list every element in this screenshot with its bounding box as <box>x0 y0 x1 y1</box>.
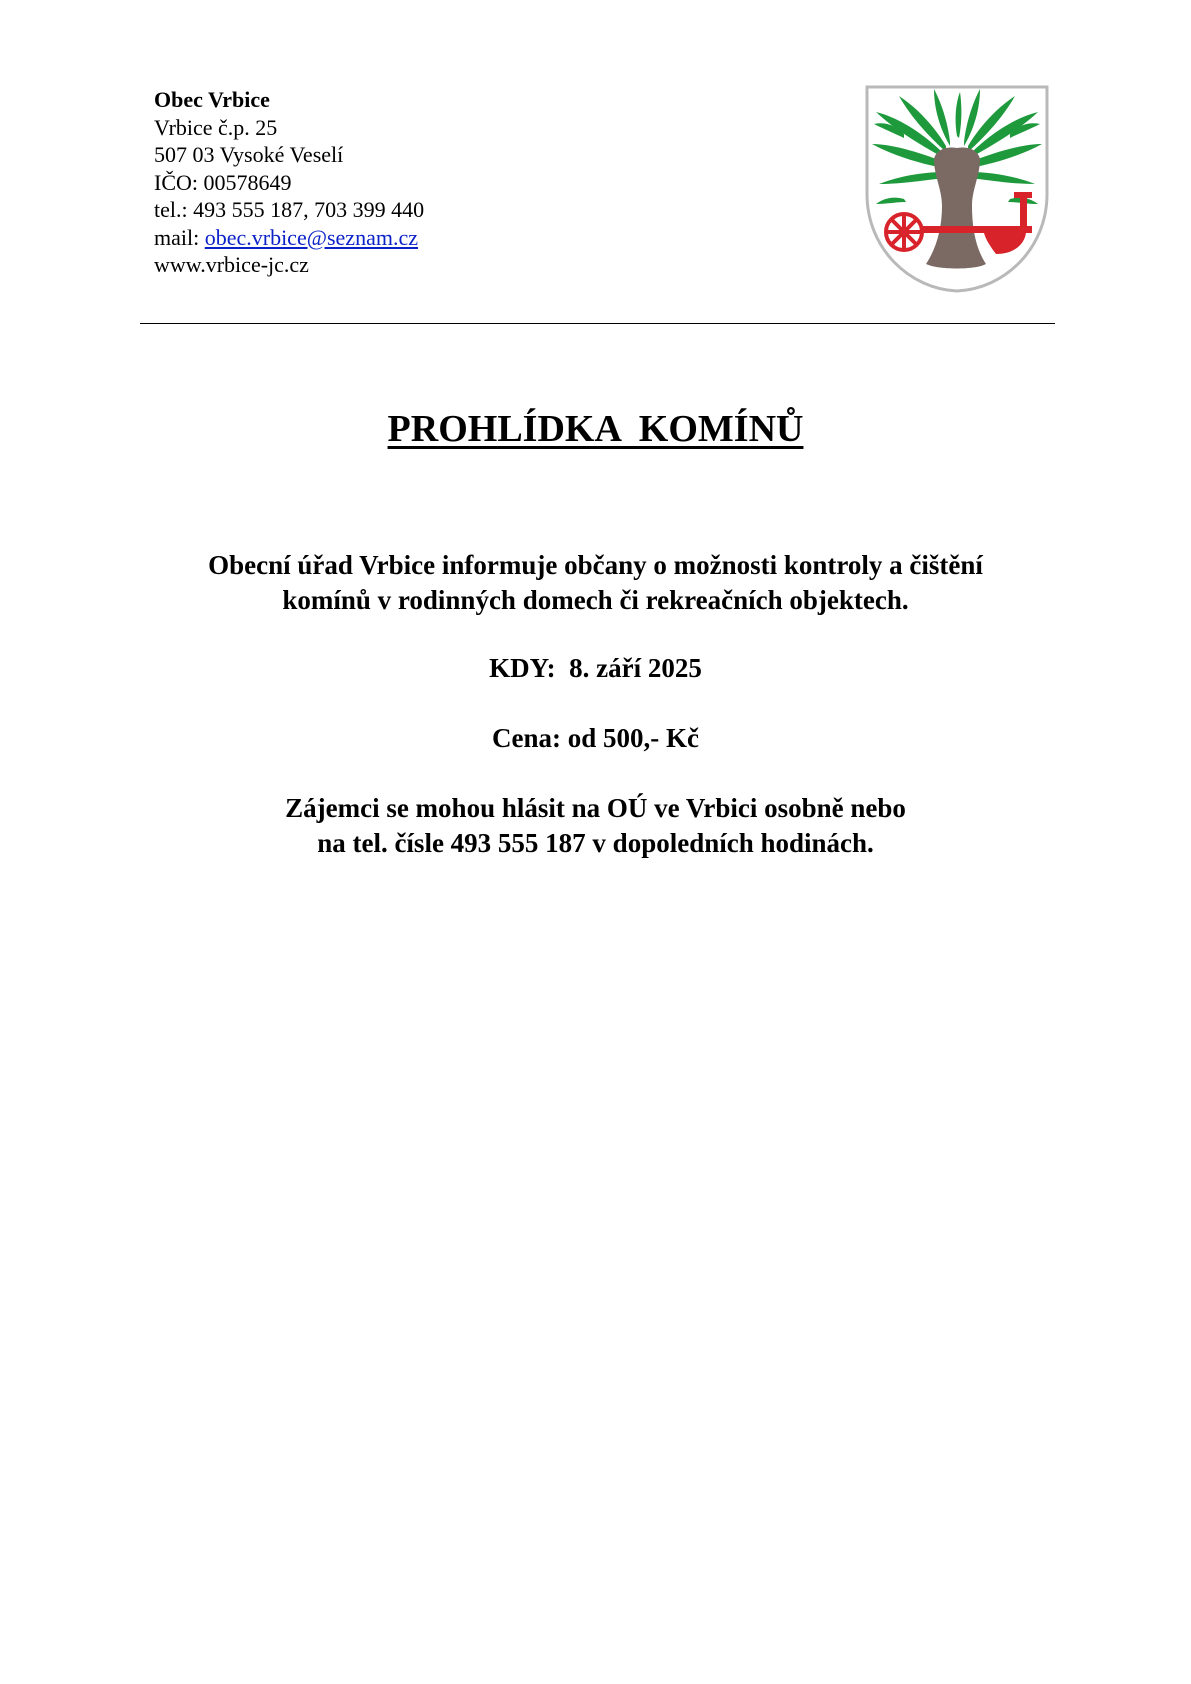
contact-paragraph <box>0 791 1191 861</box>
contact-line-1: Zájemci se mohou hlásit na OÚ ve Vrbici osobně nebo <box>285 793 906 823</box>
event-date: KDY: 8. září 2025 <box>489 653 702 683</box>
plough <box>886 214 922 250</box>
organization-name: Obec Vrbice <box>154 87 270 112</box>
letterhead <box>154 86 424 279</box>
price-info: Cena: od 500,- Kč <box>492 723 699 753</box>
mail-label: mail: <box>154 224 205 250</box>
intro-paragraph <box>0 548 1191 618</box>
coat-of-arms-willow-tree-plough-icon <box>864 84 1050 294</box>
ico-number: IČO: 00578649 <box>154 169 292 195</box>
address-line-2: 507 03 Vysoké Veselí <box>154 142 344 167</box>
contact-line-2: na tel. čísle 493 555 187 v dopoledních hodinách. <box>317 828 874 858</box>
page-title-text: PROHLÍDKA KOMÍNŮ <box>387 408 804 450</box>
phone-numbers: tel.: 493 555 187, 703 399 440 <box>154 197 425 222</box>
address-line-1: Vrbice č.p. 25 <box>154 114 278 140</box>
intro-line-1: Obecní úřad Vrbice informuje občany o možnosti kontroly a čištění <box>208 550 983 580</box>
email-link[interactable]: obec.vrbice@seznam.cz <box>204 224 418 250</box>
intro-line-2: komínů v rodinných domech či rekreačních objektech. <box>282 585 909 615</box>
website: www.vrbice-jc.cz <box>154 252 309 277</box>
page-title <box>0 406 1191 452</box>
mail-line <box>154 224 424 252</box>
header-divider <box>140 323 1055 324</box>
